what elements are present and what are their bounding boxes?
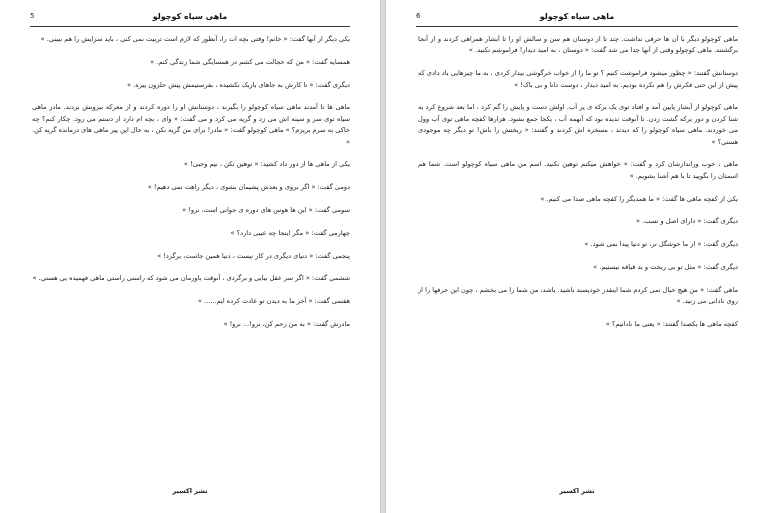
page-body	[418, 34, 738, 342]
page-footer: نشر اکسیر	[172, 487, 208, 495]
right-page	[386, 0, 768, 513]
paragraph: ماهی ، خوب وراندازشان کرد و گفت: « خواهش میکنم توهین نکنید. اسم من ماهی سیاه کوچولو است. شما هم اسمتان را بگویید تا با هم آشنا بشویم. »	[418, 160, 738, 180]
paragraph: یکی از ماهی ها از دور داد کشید: « توهین نکن ، نیم وجبی! »	[183, 160, 350, 169]
page-body	[32, 34, 350, 342]
header-title: ماهی سیاه کوچولو	[152, 12, 228, 21]
paragraph: یکی دیگر از آنها گفت: « خانم! وقتی بچه ات را، آنطور که لازم است تربیت نمی کنی ، باید سزایش را هم ببینی. »	[40, 35, 350, 43]
paragraph: دیگری گفت: « از ما خوشگل تر، تو دنیا پیدا نمی شود. »	[584, 240, 738, 249]
page-number: 5	[30, 12, 35, 20]
paragraph: دوستانش گفتند: « چطور میشود فراموشت کنیم ؟ تو ما را از خواب خرگوشی بیدار کردی ، به ما چیزهایی یاد دادی که پیش از این حتی فکرش را هم نکرده بودیم. به امید دیدار ، دوست دانا و بی باک! »	[418, 69, 738, 89]
paragraph: هفتمی گفت: « آخر ما به دیدن تو عادت کرده ایم...... »	[197, 297, 350, 306]
paragraph: ماهی ها تا آمدند ماهی سیاه کوچولو را بگیرند ، دوستانش او را دوره کردند و از معرکه بیرونش بردند. مادر ماهی سیاه توی سر و سینه اش می زد و گریه می کرد و می گفت: « وای ، بچه ام دارد از دستم می رود. چکار کنم؟ چه خاکی به سرم بریزم؟ » ماهی کوچولو گفت: « مادر! برای من گریه نکن ، به حال این پیر ماهی های درمانده گریه کن. »	[32, 103, 350, 146]
page-number: 6	[416, 12, 421, 20]
paragraph: دیگری گفت: « تا کارش به جاهای باریک نکشیده ، بفرستیمش پیش حلزون پیره. »	[127, 80, 350, 89]
paragraph: ششمی گفت: « اگر سر عقل بیایی و برگردی ، آنوقت باورمان می شود که راستی راستی ماهی فهمیده یی هستی. »	[32, 274, 350, 283]
paragraph: چهارمی گفت: « مگر اینجا چه عیبی دارد؟ »	[230, 228, 350, 237]
paragraph: ماهی گفت: « من هیچ خیال نمی کردم شما اینقدر خودپسند باشید. باشد، من شما را می بخشم ، چون این حرفها را از روی نادانی می زنید. »	[418, 285, 738, 306]
paragraph: ماهی کوچولو دیگر با آن ها حرفی نداشت. چند تا از دوستان هم سن و سالش او را تا آبشار همراهی کردند و از آنجا برگشتند. ماهی کوچولو وقتی از آنها جدا می شد گفت: « دوستان ، به امید دیدار! فراموشم نکنید. »	[418, 35, 738, 55]
page-footer: نشر اکسیر	[559, 487, 595, 495]
paragraph: دیگری گفت: « دارای اصل و نسب. »	[636, 217, 738, 226]
paragraph: یکی از کفچه ماهی ها گفت: « ما همدیگر را کفچه ماهی صدا می کنیم. »	[540, 194, 738, 203]
paragraph: دیگری گفت: « مثل تو بی ریخت و بد قیافه نیستیم. »	[593, 263, 738, 272]
paragraph: دومی گفت: « اگر بروی و بعدش پشیمان بشوی ، دیگر راهت نمی دهیم! »	[147, 183, 350, 192]
header-title: ماهی سیاه کوچولو	[539, 12, 615, 21]
paragraph: پنجمی گفت: « دنیای دیگری در کار نیست ، دنیا همین جاست، برگرد! »	[157, 251, 350, 260]
paragraph: ماهی کوچولو از آبشار پایین آمد و افتاد توی یک برکه ی پر آب. اولش دست و پایش را گم کرد ، اما بعد شروع کرد به شنا کردن و دور برکه گشت زدن. تا آنوقت ندیده بود که آنهمه آب ، یکجا جمع بشود. هزارها کفچه ماهی توی آب وول می خوردند. ماهی سیاه کوچولو را که دیدند ، مسخره اش کردند و گفتند: « ریختش را باش! تو دیگر چه موجودی هستی؟ »	[418, 103, 738, 146]
left-page	[0, 0, 380, 513]
page-header	[416, 12, 738, 27]
page-header	[30, 12, 350, 27]
paragraph: کفچه ماهی ها یکصدا گفتند: « یعنی ما نادانیم؟ »	[605, 320, 738, 329]
paragraph: مادرش گفت: « به من رحم کن، نرو!... نرو! »	[223, 319, 350, 328]
paragraph: همسایه گفت: « من که خجالت می کشم در همسایگی شما زندگی کنم. »	[150, 57, 350, 66]
paragraph: سومی گفت: « این ها هوس های دوره ی جوانی است، نرو! »	[182, 206, 350, 214]
